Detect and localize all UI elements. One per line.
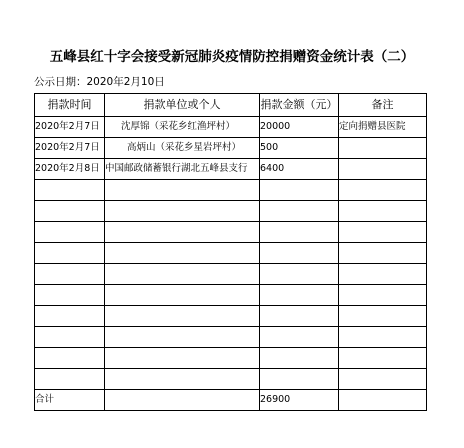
table-row: [35, 117, 427, 138]
cell-date: [35, 180, 105, 201]
cell-date: 2020年2月7日: [35, 117, 105, 138]
cell-note: [339, 348, 427, 369]
cell-date: [35, 222, 105, 243]
cell-unit: 沈厚锦（采花乡红渔坪村）: [105, 117, 260, 138]
total-amount: 26900: [260, 390, 339, 411]
header-unit: 捐款单位或个人: [105, 94, 260, 117]
cell-unit: [105, 327, 260, 348]
cell-unit: [105, 180, 260, 201]
cell-note: [339, 180, 427, 201]
cell-date: [35, 306, 105, 327]
cell-unit: [105, 285, 260, 306]
cell-amount: 500: [260, 138, 339, 159]
table-row: [35, 159, 427, 180]
total-row: [35, 390, 427, 411]
cell-note: [339, 369, 427, 390]
table-row: [35, 327, 427, 348]
cell-amount: 20000: [260, 117, 339, 138]
cell-date: 2020年2月8日: [35, 159, 105, 180]
table-row: [35, 306, 427, 327]
cell-amount: [260, 327, 339, 348]
cell-amount: [260, 369, 339, 390]
cell-amount: [260, 201, 339, 222]
cell-note: [339, 264, 427, 285]
cell-amount: [260, 180, 339, 201]
cell-amount: [260, 222, 339, 243]
cell-amount: [260, 348, 339, 369]
header-date: 捐款时间: [35, 94, 105, 117]
cell-date: 2020年2月7日: [35, 138, 105, 159]
cell-unit: [105, 243, 260, 264]
cell-amount: [260, 264, 339, 285]
cell-unit: [105, 201, 260, 222]
document-title: 五峰县红十字会接受新冠肺炎疫情防控捐赠资金统计表（二）: [49, 49, 415, 65]
total-label: 合计: [35, 390, 105, 411]
cell-amount: [260, 306, 339, 327]
table-header-row: [35, 94, 427, 117]
cell-date: [35, 285, 105, 306]
cell-note: [339, 201, 427, 222]
cell-unit: [105, 306, 260, 327]
cell-date: [35, 201, 105, 222]
cell-amount: 6400: [260, 159, 339, 180]
cell-note: [339, 159, 427, 180]
table-row: [35, 243, 427, 264]
table-row: [35, 180, 427, 201]
cell-amount: [260, 243, 339, 264]
cell-unit: [105, 369, 260, 390]
cell-note: [339, 306, 427, 327]
cell-note: [339, 327, 427, 348]
header-amount: 捐款金额（元）: [260, 94, 339, 117]
cell-unit: [105, 348, 260, 369]
cell-unit: 中国邮政储蓄银行湖北五峰县支行: [105, 159, 260, 180]
total-note: [339, 390, 427, 411]
table-row: [35, 222, 427, 243]
cell-date: [35, 264, 105, 285]
table-row: [35, 369, 427, 390]
cell-date: [35, 369, 105, 390]
cell-note: [339, 243, 427, 264]
cell-note: 定向捐赠县医院: [339, 117, 427, 138]
publish-date: 公示日期：2020年2月10日: [34, 76, 165, 88]
table-row: [35, 201, 427, 222]
cell-unit: 高炳山（采花乡星岩坪村）: [105, 138, 260, 159]
table-row: [35, 285, 427, 306]
cell-note: [339, 285, 427, 306]
cell-date: [35, 348, 105, 369]
table-row: [35, 138, 427, 159]
cell-note: [339, 138, 427, 159]
cell-date: [35, 327, 105, 348]
cell-date: [35, 243, 105, 264]
cell-unit: [105, 264, 260, 285]
table-row: [35, 348, 427, 369]
table-row: [35, 264, 427, 285]
total-unit: [105, 390, 260, 411]
donations-table: [34, 93, 427, 411]
cell-unit: [105, 222, 260, 243]
header-note: 备注: [339, 94, 427, 117]
cell-note: [339, 222, 427, 243]
cell-amount: [260, 285, 339, 306]
